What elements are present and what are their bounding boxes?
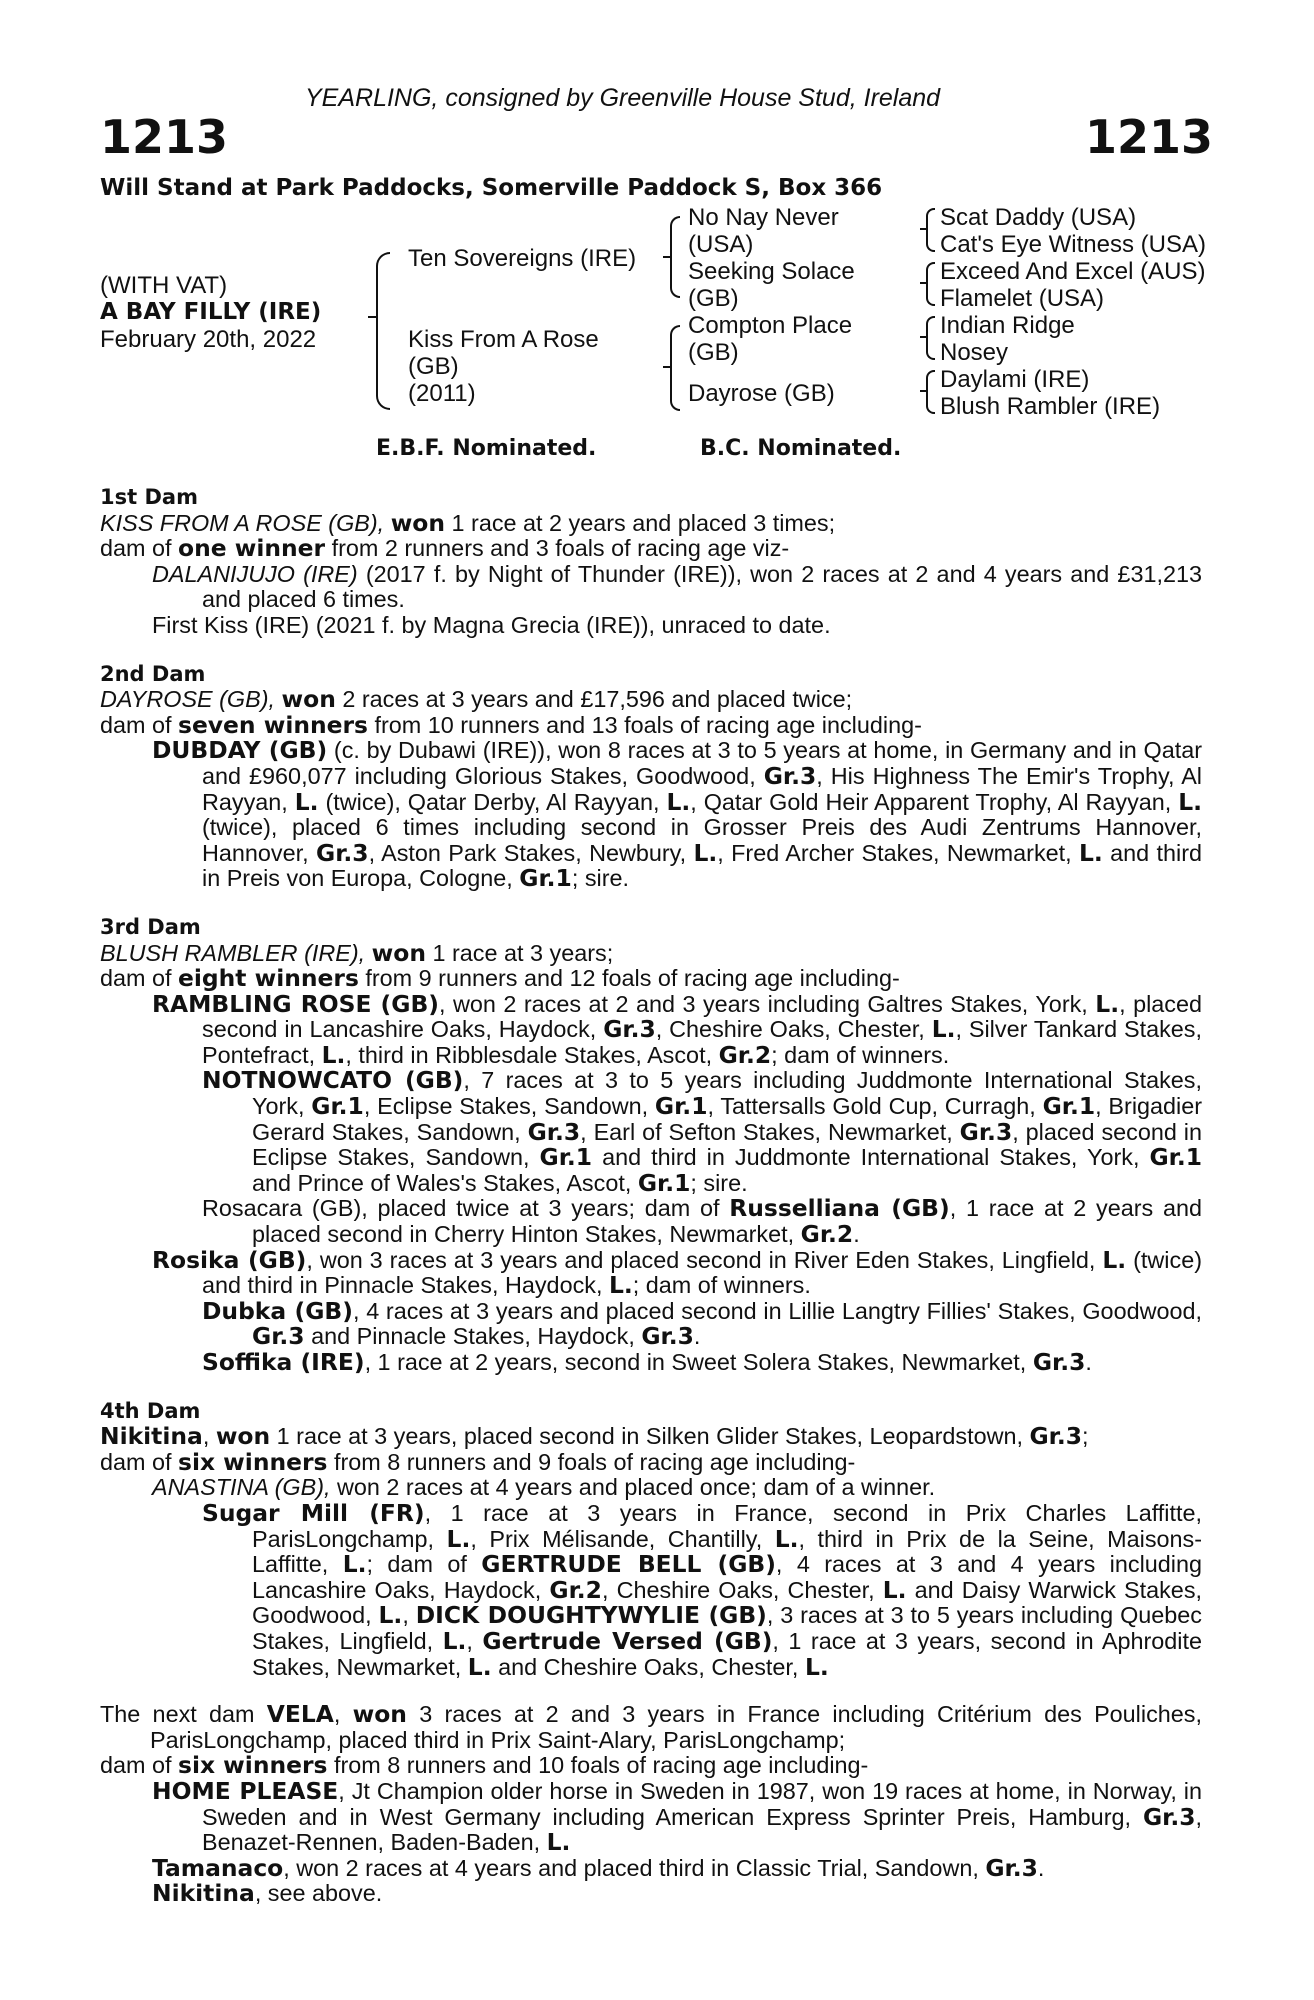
grandsire-1: Scat Daddy (USA) (940, 204, 1137, 231)
grandsire-7: Daylami (IRE) (940, 366, 1090, 393)
brace-sire (670, 216, 680, 298)
dam3-grand-offspring: Rosacara (GB), placed twice at 3 years; dam of Russelliana (GB), 1 race at 2 years and placed second in Cherry Hinton Stakes, Newmarket, Gr.2. (202, 1194, 1203, 1249)
dam3-grand-offspring: NOTNOWCATO (GB), 7 races at 3 to 5 years including Juddmonte International Stakes, York, Gr.1, Eclipse Stakes, Sandown, Gr.1, Tattersalls Gold Cup, Curragh, Gr.1, Brigadier Gerard Stakes, Sandown, Gr.3, Earl of Sefton Stakes, Newmarket, Gr.3, placed second in Eclipse Stakes, Sandown, Gr.1 and third in Juddmonte International Stakes, York, Gr.1 and Prince of Wales's Stakes, Ascot, Gr.1; sire. (202, 1066, 1203, 1197)
dam3-offspring: Rosika (GB), won 3 races at 3 years and placed second in River Eden Stakes, Lingfield, L. (twice) and third in Pinnacle Stakes, Haydock, L.; dam of winners. (152, 1245, 1202, 1300)
stand-location: Will Stand at Park Paddocks, Somerville Paddock S, Box 366 (100, 175, 883, 201)
dam1-offspring: DALANIJUJO (IRE) (2017 f. by Night of Thunder (IRE)), won 2 races at 2 and 4 years and £31,213 and placed 6 times. (152, 560, 1202, 613)
dam-sire-2: (GB) (688, 339, 739, 366)
dam-line2: (GB) (408, 353, 459, 380)
dam-dam: Dayrose (GB) (688, 380, 835, 407)
dam4-grand-offspring: Sugar Mill (FR), 1 race at 3 years in France, second in Prix Charles Laffitte, ParisLongchamp, L., Prix Mélisande, Chantilly, L., third in Prix de la Seine, Maisons-Laffitte, L.; dam of GERTRUDE BELL (GB), 4 races at 3 and 4 years including Lancashire Oaks, Haydock, Gr.2, Cheshire Oaks, Chester, L. and Daisy Warwick Stakes, Goodwood, L., DICK DOUGHTYWYLIE (GB), 3 races at 3 to 5 years including Quebec Stakes, Lingfield, L., Gertrude Versed (GB), 1 race at 3 years, second in Aphrodite Stakes, Newmarket, L. and Cheshire Oaks, Chester, L. (202, 1498, 1203, 1681)
bc-nominated: B.C. Nominated. (700, 436, 902, 461)
sire-dam-2: (GB) (688, 285, 739, 312)
next-dam: The next dam VELA, won 3 races at 2 and 3 years in France including Critérium des Pouliches, ParisLongchamp, placed third in Prix Saint-Alary, ParisLongchamp; (100, 1700, 1202, 1753)
dam-line3: (2011) (408, 380, 476, 407)
next-dam-offspring: Nikitina, see above. (152, 1879, 383, 1908)
dam3-grand-offspring: Soffika (IRE), 1 race at 2 years, second in Sweet Solera Stakes, Newmarket, Gr.3. (202, 1348, 1092, 1376)
ebf-nominated: E.B.F. Nominated. (376, 436, 597, 461)
produce-record: 1st Dam KISS FROM A ROSE (GB), won 1 race at 2 years and placed 3 times; dam of one winner from 2 runners and 3 foals of racing age viz- DALANIJUJO (IRE) (2017 f. by Night of Thunder (IRE)), won 2 races at 2 and 4 years and £31,213 and placed 6 times. First Kiss (IRE) (2021 f. by Magna Grecia (IRE)), unraced to date. 2nd Dam DAYROSE (GB), won 2 races at 3 years and £17,596 and placed twice; dam of seven winners from 10 runners and 13 foals of racing age including- DUBDAY (GB) (c. by Dubawi (IRE)), won 8 races at 3 to 5 years at home, in Germany and in Qatar and £960,077 including Glorious Stakes, Goodwood, Gr.3, His Highness The Emir's Trophy, Al Rayyan, L. (twice), Qatar Derby, Al Rayyan, L., Qatar Gold Heir Apparent Trophy, Al Rayyan, L. (twice), placed 6 times including second in Grosser Preis des Audi Zentrums Hannover, Hannover, Gr.3, Aston Park Stakes, Newbury, L., Fred Archer Stakes, Newmarket, L. and third in Preis von Europa, Cologne, Gr.1; sire. 3rd Dam BLUSH RAMBLER (IRE), won 1 race at 3 years; dam of eight winners from 9 runners and 12 foals of racing age including- RAMBLING ROSE (GB), won 2 races at 2 and 3 years including Galtres Stakes, York, L., placed second in Lancashire Oaks, Haydock, Gr.3, Cheshire Oaks, Chester, L., Silver Tankard Stakes, Pontefract, L., third in Ribblesdale Stakes, Ascot, Gr.2; dam of winners. NOTNOWCATO (GB), 7 races at 3 to 5 years including Juddmonte International Stakes, York, Gr.1, Eclipse Stakes, Sandown, Gr.1, Tattersalls Gold Cup, Curragh, Gr.1, Brigadier Gerard Stakes, Sandown, Gr.3, Earl of Sefton Stakes, Newmarket, Gr.3, placed second in Eclipse Stakes, Sandown, Gr.1 and third in Juddmonte International Stakes, York, Gr.1 and Prince of Wales's Stakes, Ascot, Gr.1; sire. Rosacara (GB), placed twice at 3 years; dam of Russelliana (GB), 1 race at 2 years and placed second in Cherry Hinton Stakes, Newmarket, Gr.2. Rosika (GB), won 3 races at 3 years and placed second in River Eden Stakes, Lingfield, L. (twice) and third in Pinnacle Stakes, Haydock, L.; dam of winners. Dubka (GB), 4 races at 3 years and placed second in Lillie Langtry Fillies' Stakes, Goodwood, Gr.3 and Pinnacle Stakes, Haydock, Gr.3. Soffika (IRE), 1 race at 2 years, second in Sweet Solera Stakes, Newmarket, Gr.3. 4th Dam Nikitina, won 1 race at 3 years, placed second in Silken Glider Stakes, Leopardstown, Gr.3; dam of six winners from 8 runners and 9 foals of racing age including- ANASTINA (GB), won 2 races at 4 years and placed once; dam of a winner. Sugar Mill (FR), 1 race at 3 years in France, second in Prix Charles Laffitte, ParisLongchamp, L., Prix Mélisande, Chantilly, L., third in Prix de la Seine, Maisons-Laffitte, L.; dam of GERTRUDE BELL (GB), 4 races at 3 and 4 years including Lancashire Oaks, Haydock, Gr.2, Cheshire Oaks, Chester, L. and Daisy Warwick Stakes, Goodwood, L., DICK DOUGHTYWYLIE (GB), 3 races at 3 to 5 years including Quebec Stakes, Lingfield, L., Gertrude Versed (GB), 1 race at 3 years, second in Aphrodite Stakes, Newmarket, L. and Cheshire Oaks, Chester, L. The next dam VELA, won 3 races at 2 and 3 years in France including Critérium des Pouliches, ParisLongchamp, placed third in Prix Saint-Alary, ParisLongchamp; dam of six winners from 8 runners and 10 foals of racing age including- HOME PLEASE, Jt Champion older horse in Sweden in 1987, won 19 races at home, in Norway, in Sweden and in West Germany including American Express Sprinter Preis, Hamburg, Gr.3, Benazet-Rennen, Baden-Baden, L. Tamanaco, won 2 races at 4 years and placed third in Classic Trial, Sandown, Gr.3. Nikitina, see above. (100, 485, 1203, 1908)
dam3-name: BLUSH RAMBLER (IRE), (100, 939, 366, 966)
brace-dam (670, 325, 680, 411)
grandsire-4: Flamelet (USA) (940, 285, 1105, 312)
sire-sire-1: No Nay Never (688, 204, 839, 231)
consignment-line: YEARLING, consigned by Greenville House Stud, Ireland (305, 84, 941, 112)
brace-main (376, 252, 390, 410)
lot-number-left: 1213 (100, 110, 229, 164)
sire: Ten Sovereigns (IRE) (408, 245, 637, 272)
next-dam-offspring: HOME PLEASE, Jt Champion older horse in Sweden in 1987, won 19 races at home, in Norway, in Sweden and in West Germany including American Express Sprinter Preis, Hamburg, Gr.3, Benazet-Rennen, Baden-Baden, L. (152, 1776, 1203, 1857)
grandsire-5: Indian Ridge (940, 312, 1075, 339)
next-dam-offspring: Tamanaco, won 2 races at 4 years and placed third in Classic Trial, Sandown, Gr.3. (152, 1853, 1045, 1882)
dam4-offspring: ANASTINA (GB), won 2 races at 4 years and placed once; dam of a winner. (152, 1474, 936, 1501)
sire-sire-2: (USA) (688, 231, 754, 258)
grandsire-3: Exceed And Excel (AUS) (940, 258, 1206, 285)
horse-name: A BAY FILLY (IRE) (100, 299, 322, 325)
dam-sire-1: Compton Place (688, 312, 853, 339)
grandsire-6: Nosey (940, 339, 1009, 366)
dam1-offspring: First Kiss (IRE) (2021 f. by Magna Grecia (IRE)), unraced to date. (152, 611, 831, 638)
horse-dob: February 20th, 2022 (100, 326, 317, 353)
dam2-offspring: DUBDAY (GB) (c. by Dubawi (IRE)), won 8 races at 3 to 5 years at home, in Germany and in Qatar and £960,077 including Glorious Stakes, Goodwood, Gr.3, His Highness The Emir's Trophy, Al Rayyan, L. (twice), Qatar Derby, Al Rayyan, L., Qatar Gold Heir Apparent Trophy, Al Rayyan, L. (twice), placed 6 times including second in Grosser Preis des Audi Zentrums Hannover, Hannover, Gr.3, Aston Park Stakes, Newbury, L., Fred Archer Stakes, Newmarket, L. and third in Preis von Europa, Cologne, Gr.1; sire. (152, 736, 1203, 893)
dam1-heading: 1st Dam (100, 485, 198, 509)
dam2-heading: 2nd Dam (100, 661, 206, 686)
dam2-name: DAYROSE (GB), (100, 686, 276, 713)
grandsire-2: Cat's Eye Witness (USA) (940, 231, 1206, 258)
dam3-heading: 3rd Dam (100, 914, 201, 939)
dam1-name: KISS FROM A ROSE (GB), (100, 509, 385, 536)
lot-number-right: 1213 (1085, 110, 1214, 164)
dam3-grand-offspring: Dubka (GB), 4 races at 3 years and placed second in Lillie Langtry Fillies' Stakes, Goodwood, Gr.3 and Pinnacle Stakes, Haydock, Gr.3. (202, 1296, 1203, 1351)
dam-line1: Kiss From A Rose (408, 326, 599, 353)
dam4-name: Nikitina (100, 1422, 203, 1451)
vat-note: (WITH VAT) (100, 272, 228, 299)
grandsire-8: Blush Rambler (IRE) (940, 393, 1161, 420)
sire-dam-1: Seeking Solace (688, 258, 855, 285)
dam4-heading: 4th Dam (100, 1398, 201, 1423)
dam3-offspring: RAMBLING ROSE (GB), won 2 races at 2 and 3 years including Galtres Stakes, York, L., placed second in Lancashire Oaks, Haydock, Gr.3, Cheshire Oaks, Chester, L., Silver Tankard Stakes, Pontefract, L., third in Ribblesdale Stakes, Ascot, Gr.2; dam of winners. (152, 989, 1202, 1069)
